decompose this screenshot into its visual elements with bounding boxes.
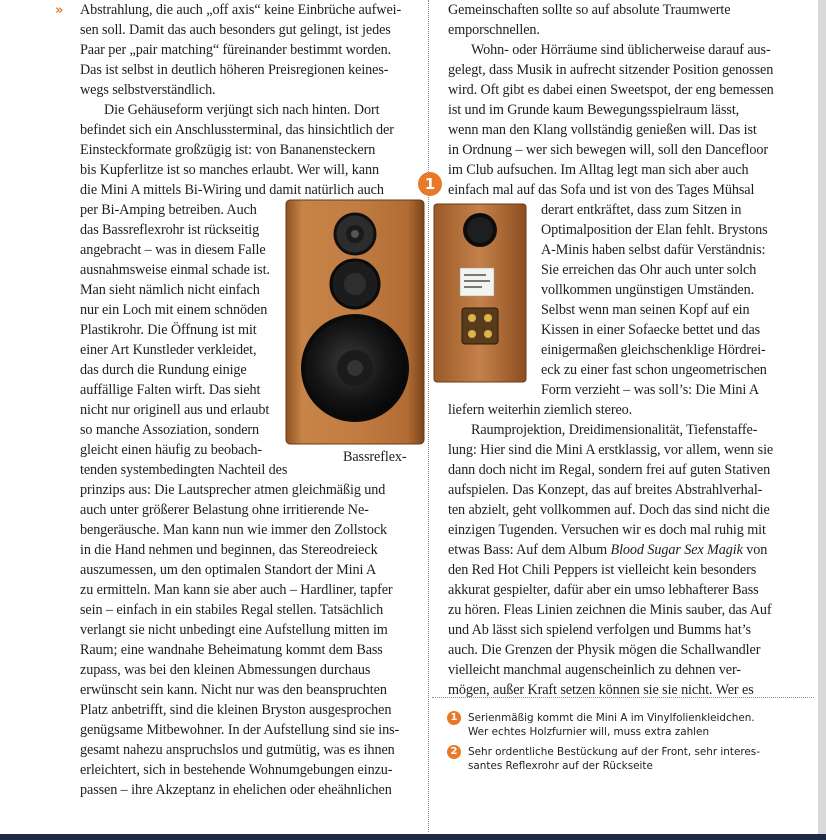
text-line: wegs selbstverständlich.	[80, 82, 216, 98]
text-line: in Ordnung – wer sich bewegen will, soll den Dancefloor	[448, 142, 768, 158]
text-line: mögen, außer Kraft setzen können sie sie nicht. Wer es	[448, 682, 754, 698]
text-line: wird. Oft gibt es dabei einen Sweetspot, der eng bemessen	[448, 82, 774, 98]
text-line: ist und im Grunde kaum Bewegungsspielraum lässt,	[448, 102, 740, 118]
text-line: ten abzielt, geht vollkommen auf. Doch das sind nicht die	[448, 502, 770, 518]
text-line: prinzips aus: Die Lautsprecher atmen gleichmäßig und	[80, 482, 386, 498]
text-line: liefern weiterhin ziemlich stereo.	[448, 402, 633, 418]
text-span: etwas Bass: Auf dem Album	[448, 542, 611, 558]
text-line: zupass, was bei den kleinen Abmessungen durchaus	[80, 662, 371, 678]
text-line: Raumprojektion, Dreidimensionalität, Tiefenstaffe-	[471, 422, 758, 438]
text-line: Raum; eine wandnahe Beheimatung kommt dem Bass	[80, 642, 383, 658]
text-line: Einsteckformate großzügig ist: von Bananensteckern	[80, 142, 376, 158]
text-span: von	[742, 542, 768, 558]
speaker-front-image	[284, 198, 426, 446]
text-line: verlangt sie nicht unbedingt eine Aufstellung mitten im	[80, 622, 388, 638]
text-line: sen soll. Damit das auch besonders gut gelingt, ist jedes	[80, 22, 391, 38]
text-line: auszumessen, um den optimalen Standort der Mini A	[80, 562, 377, 578]
figure-number-badge: 1	[418, 172, 442, 196]
text-line: nur ein Loch mit einem schnöden	[80, 302, 268, 318]
text-line: vollkommen ungünstigen Umständen.	[541, 282, 755, 298]
text-line: erleichtert, sich in bestehende Wohnumgebungen einzu-	[80, 762, 393, 778]
text-line: Gemeinschaften sollte so auf absolute Traumwerte	[448, 2, 731, 18]
text-line: lung: Hier sind die Mini A erstklassig, vor allem, wenn sie	[448, 442, 774, 458]
text-line: einer Art Kunstleder verkleidet,	[80, 342, 257, 358]
text-line: per Bi-Amping betreiben. Auch	[80, 202, 257, 218]
text-line: sein – einfach in ein stabiles Regal stellen. Tatsächlich	[80, 602, 384, 618]
text-line: akkurat gespielter, dafür aber ein umso lebhafterer Bass	[448, 582, 759, 598]
text-line: so manche Assoziation, sondern	[80, 422, 260, 438]
caption-line: Sehr ordentliche Bestückung auf der Front, sehr interes-	[468, 746, 760, 758]
text-line: zu ermitteln. Man kann sie aber auch – Hardliner, tapfer	[80, 582, 393, 598]
text-line: Das ist selbst in deutlich höheren Preisregionen keines-	[80, 62, 389, 78]
text-line: A-Minis haben selbst dafür Verständnis:	[541, 242, 766, 258]
text-line: passen – ihre Akzeptanz in ehelichen oder eheähnlichen	[80, 782, 392, 798]
text-line: vielleicht manchmal augenscheinlich zu dehnen ver-	[448, 662, 741, 678]
text-line: die Mini A mittels Bi-Wiring und damit natürlich auch	[80, 182, 384, 198]
text-line: Bassreflex-	[343, 449, 407, 465]
text-line: genügsame Mitbewohner. In der Aufstellung sind sie ins-	[80, 722, 400, 738]
text-line: Die Gehäuseform verjüngt sich nach hinten. Dort	[104, 102, 380, 118]
text-line: emporschnellen.	[448, 22, 540, 38]
page-bottom-bar	[0, 834, 826, 840]
text-line: tenden systembedingten Nachteil des	[80, 462, 288, 478]
text-span: einzigen Tugenden. Versuchen wir es doch mal ruhig mit	[448, 522, 766, 538]
text-line: auffällige Falten wirft. Das sieht	[80, 382, 261, 398]
caption-line: santes Reflexrohr auf der Rückseite	[468, 760, 653, 772]
text-line	[448, 522, 766, 538]
text-line: befindet sich ein Anschlussterminal, das hinsichtlich der	[80, 122, 394, 138]
text-line: gesamt nahezu anspruchslos und gutmütig, was es ihnen	[80, 742, 395, 758]
text-line: und Ab lässt sich spielend verfolgen und Bumms hat’s	[448, 622, 751, 638]
text-line: Wohn- oder Hörräume sind üblicherweise darauf aus-	[471, 42, 771, 58]
caption-number-badge: 1	[447, 711, 461, 725]
text-line: erwünscht sein kann. Nicht nur was den beanspruchten	[80, 682, 387, 698]
text-line: das durch die Rundung einige	[80, 362, 247, 378]
album-title: Blood Sugar Sex Magik	[610, 542, 743, 558]
text-line: den Red Hot Chili Peppers ist vielleicht kein besonders	[448, 562, 757, 578]
text-line: das Bassreflexrohr ist rückseitig	[80, 222, 260, 238]
text-line	[448, 542, 767, 558]
text-line: aufspielen. Das Konzept, das auf breites Abstrahlverhal-	[448, 482, 763, 498]
text-line: dann doch nicht im Regal, sondern frei auf guten Stativen	[448, 462, 771, 478]
caption-line: Serienmäßig kommt die Mini A im Vinylfolienkleidchen.	[468, 712, 755, 724]
speaker-rear-image	[432, 202, 528, 384]
text-line: Platz anbetrifft, sind die kleinen Bryston ausgesprochen	[80, 702, 392, 718]
caption-divider	[432, 697, 814, 698]
paragraph-bullet-icon: »	[55, 3, 64, 18]
text-line: einigermaßen gleichschenklige Hördrei-	[541, 342, 766, 358]
text-line: nicht nur originell aus und erlaubt	[80, 402, 270, 418]
caption-number-badge: 2	[447, 745, 461, 759]
text-line: zu hören. Fleas Linien zeichnen die Minis sauber, das Auf	[448, 602, 772, 618]
text-line: in die Hand nehmen und beginnen, das Stereodreieck	[80, 542, 378, 558]
page-edge	[818, 0, 826, 840]
text-line: im Club aufsuchen. Im Alltag legt man sich aber auch	[448, 162, 749, 178]
text-line: Optimalposition der Elan fehlt. Brystons	[541, 222, 768, 238]
text-line: Man sieht nämlich nicht einfach	[80, 282, 260, 298]
text-line: ausnahmsweise einmal schade ist.	[80, 262, 270, 278]
text-line: Paar per „pair matching“ füreinander bestimmt worden.	[80, 42, 392, 58]
text-line: bis Kupferlitze ist so manches erlaubt. Wer will, kann	[80, 162, 379, 178]
text-line: bengeräusche. Man kann nun wie immer den Zollstock	[80, 522, 388, 538]
text-line: Plastikrohr. Die Öffnung ist mit	[80, 322, 257, 338]
text-line: gelegt, dass Musik in aufrecht sitzender Position genossen	[448, 62, 774, 78]
text-line: Selbst wenn man seinen Kopf auf ein	[541, 302, 750, 318]
text-line: Sie erreichen das Ohr auch unter solch	[541, 262, 757, 278]
text-line: Abstrahlung, die auch „off axis“ keine Einbrüche aufwei-	[80, 2, 402, 18]
caption-line: Wer echtes Holzfurnier will, muss extra zahlen	[468, 726, 710, 738]
column-divider	[428, 0, 429, 832]
text-line: auch unter größerer Belastung ohne irritierende Ne-	[80, 502, 369, 518]
text-line: auch. Die Grenzen der Physik mögen die Schallwandler	[448, 642, 761, 658]
text-line: wenn man den Klang vollständig genießen will. Das ist	[448, 122, 757, 138]
text-line: angebracht – was in diesem Falle	[80, 242, 266, 258]
text-line: eck zu einer fast schon ungeometrischen	[541, 362, 767, 378]
text-line: einfach mal auf das Sofa und ist von des Tages Mühsal	[448, 182, 755, 198]
text-line: Form verzieht – was soll’s: Die Mini A	[541, 382, 760, 398]
text-line: derart entkräftet, dass zum Sitzen in	[541, 202, 742, 218]
text-line: Kissen in einer Sofaecke bettet und das	[541, 322, 761, 338]
text-line: gleicht einen häufig zu beobach-	[80, 442, 262, 458]
